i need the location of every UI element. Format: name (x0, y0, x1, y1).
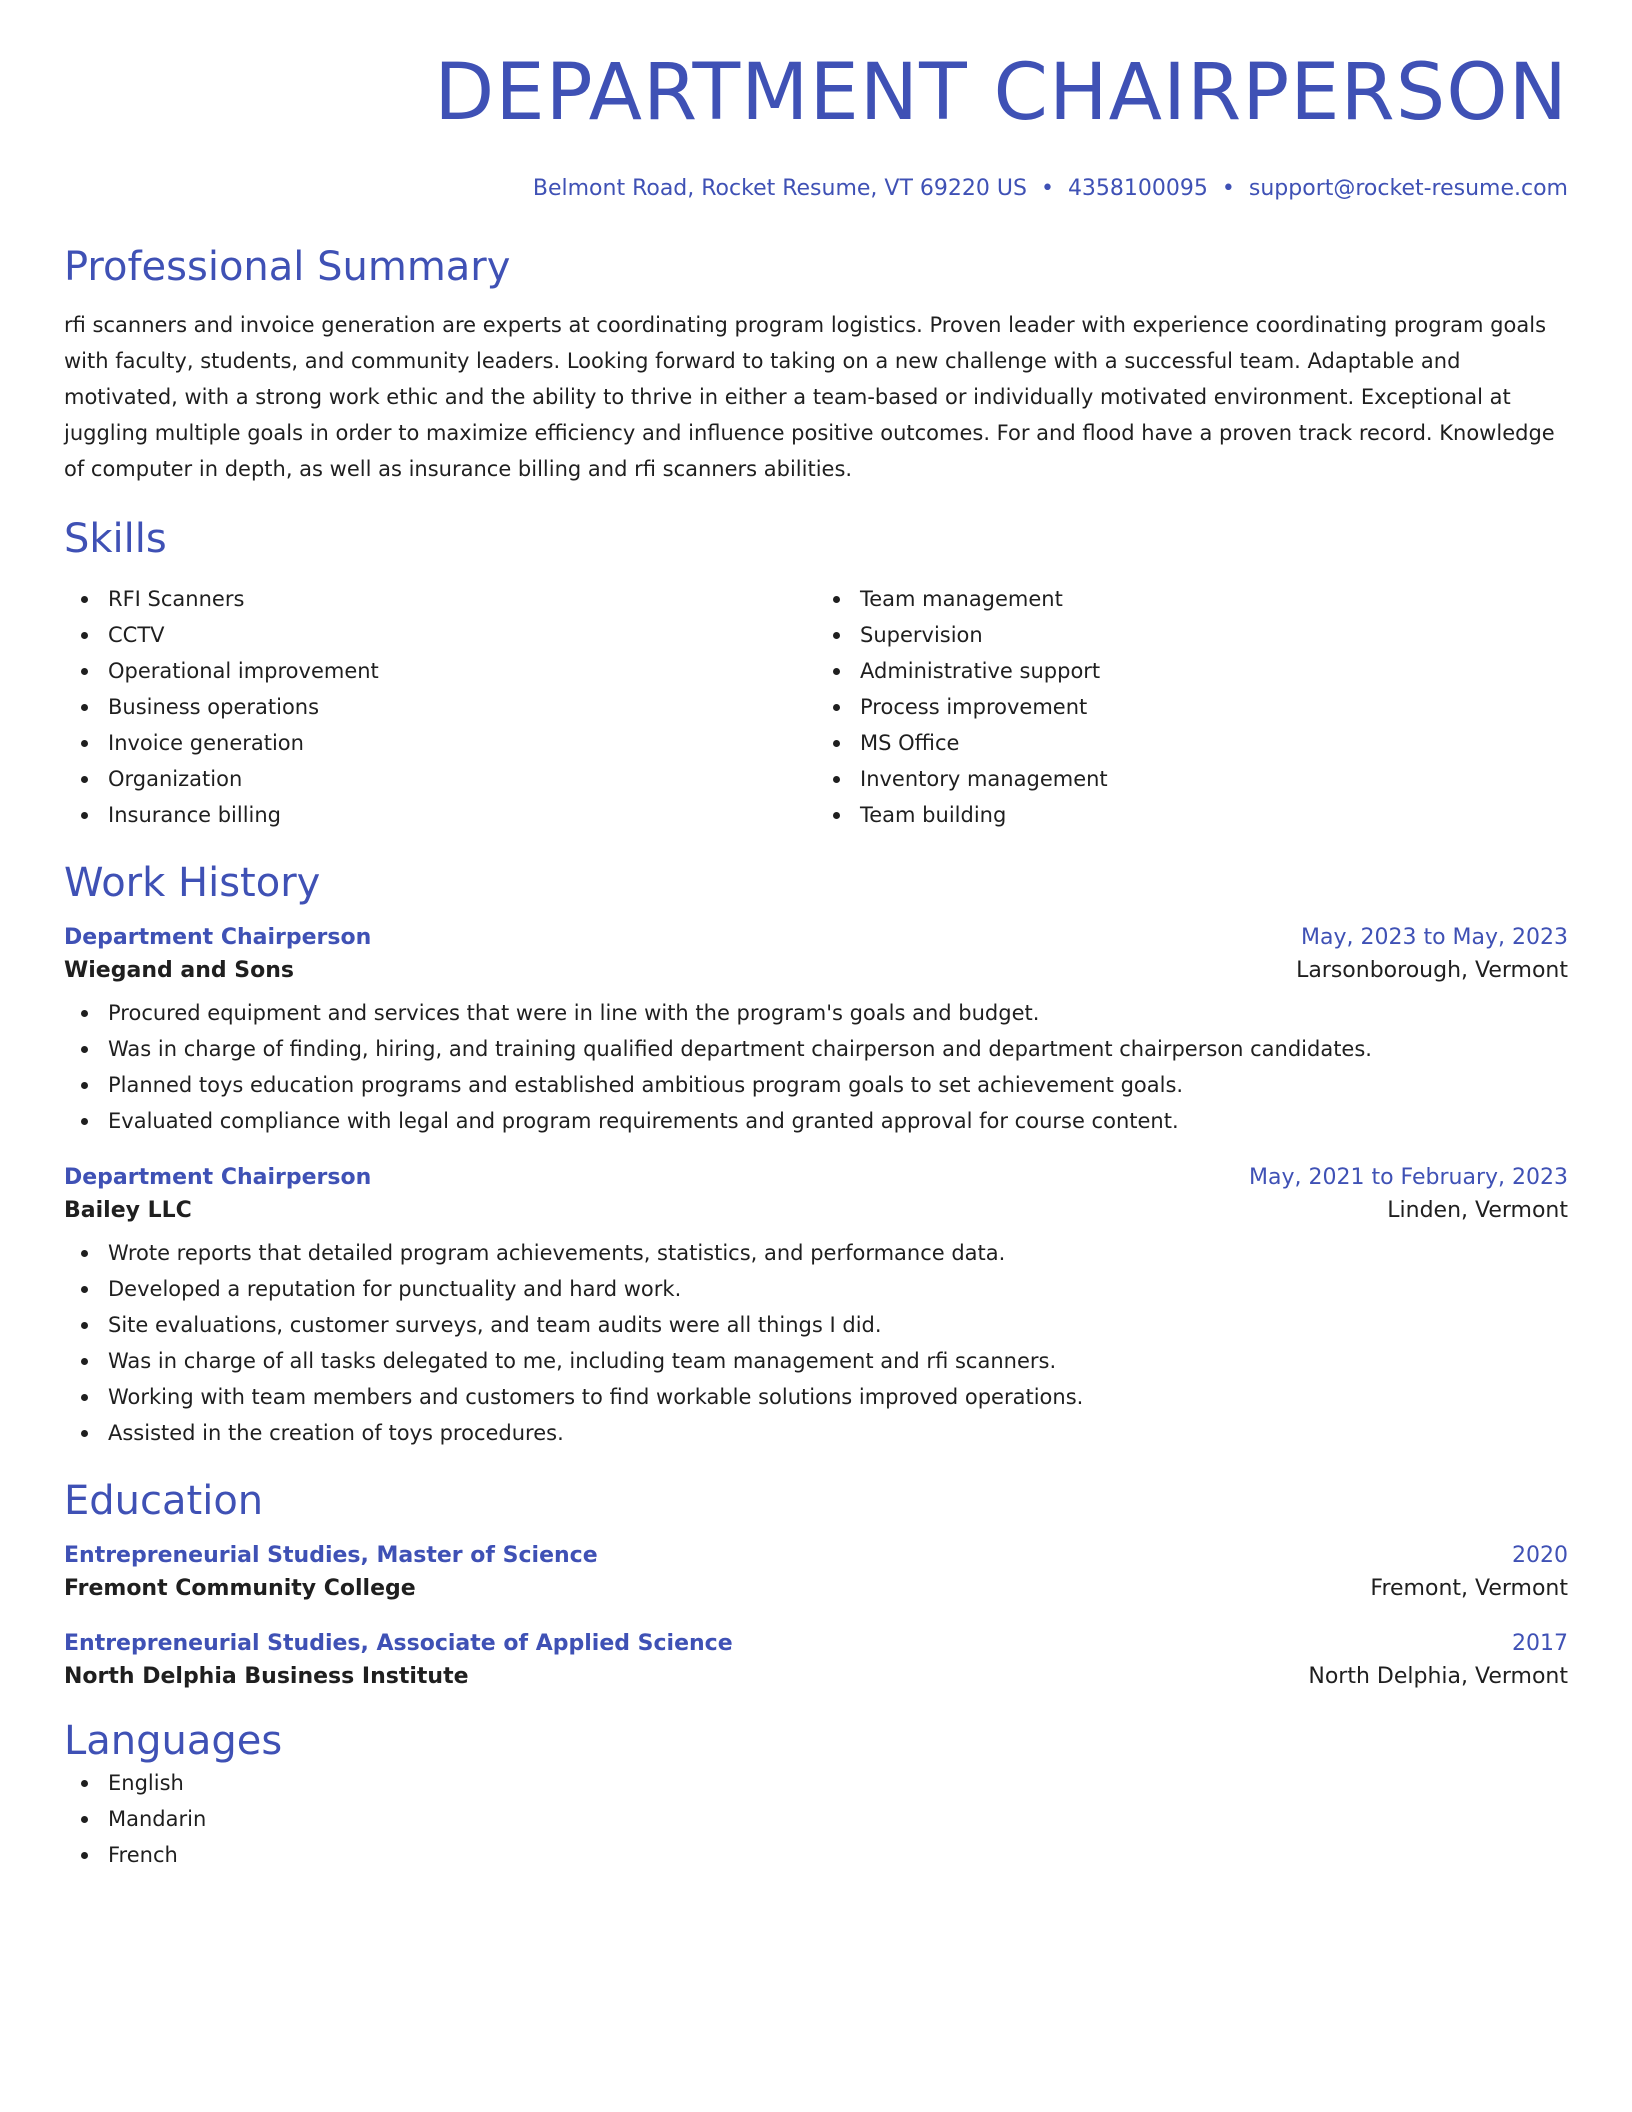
job-title: Department Chairperson (64, 1165, 372, 1190)
job-bullet: Was in charge of all tasks delegated to me, including team management and rfi scanners. (64, 1343, 1568, 1379)
education-entry (64, 1543, 1568, 1601)
company-name: Wiegand and Sons (64, 958, 295, 983)
school-location: Fremont, Vermont (1370, 1576, 1568, 1601)
skill-item: Team building (816, 797, 1568, 833)
languages-list (64, 1765, 1568, 1873)
school-name: Fremont Community College (64, 1576, 416, 1601)
skills-column-right (816, 581, 1568, 833)
language-item: English (64, 1765, 1568, 1801)
section-title-skills: Skills (64, 516, 167, 562)
skill-item: Team management (816, 581, 1568, 617)
skill-item: MS Office (816, 725, 1568, 761)
skill-item: Inventory management (816, 761, 1568, 797)
job-dates: May, 2021 to February, 2023 (1249, 1165, 1568, 1190)
job-bullet: Developed a reputation for punctuality and hard work. (64, 1271, 1568, 1307)
job-bullets (64, 1235, 1568, 1451)
degree: Entrepreneurial Studies, Master of Science (64, 1543, 598, 1568)
section-title-languages: Languages (64, 1718, 283, 1764)
company-name: Bailey LLC (64, 1198, 192, 1223)
job-location: Larsonborough, Vermont (1296, 958, 1568, 983)
contact-separator: • (1221, 176, 1235, 201)
job-bullet: Assisted in the creation of toys procedures. (64, 1415, 1568, 1451)
skill-item: Organization (64, 761, 816, 797)
skill-item: RFI Scanners (64, 581, 816, 617)
contact-separator: • (1040, 176, 1054, 201)
skill-item: Insurance billing (64, 797, 816, 833)
job-bullet: Planned toys education programs and established ambitious program goals to set achievement goals. (64, 1067, 1568, 1103)
section-title-summary: Professional Summary (64, 244, 511, 290)
education-entry (64, 1631, 1568, 1689)
school-location: North Delphia, Vermont (1308, 1664, 1568, 1689)
skill-item: Administrative support (816, 653, 1568, 689)
graduation-year: 2020 (1512, 1543, 1568, 1568)
job-bullet: Working with team members and customers to find workable solutions improved operations. (64, 1379, 1568, 1415)
school-name: North Delphia Business Institute (64, 1664, 469, 1689)
skill-item: Business operations (64, 689, 816, 725)
section-title-work-history: Work History (64, 860, 321, 906)
job-title: Department Chairperson (64, 925, 372, 950)
resume-header (64, 0, 1568, 201)
job-bullet: Wrote reports that detailed program achievements, statistics, and performance data. (64, 1235, 1568, 1271)
job-location: Linden, Vermont (1387, 1198, 1568, 1223)
job-bullet: Procured equipment and services that were in line with the program's goals and budget. (64, 995, 1568, 1031)
summary-text: rfi scanners and invoice generation are experts at coordinating program logistics. Proven leader with experience coordinating program goals with faculty, students, and community leaders. Looking forward to taking on a new challenge with a successful team. Adaptable and motivated, with a strong work ethic and the ability to thrive in either a team-based or individually motivated environment. Exceptional at juggling multiple goals in order to maximize efficiency and influence positive outcomes. For and flood have a proven track record. Knowledge of computer in depth, as well as insurance billing and rfi scanners abilities. (64, 313, 1555, 481)
skill-item: Invoice generation (64, 725, 816, 761)
skill-item: CCTV (64, 617, 816, 653)
section-title-education: Education (64, 1478, 264, 1524)
job-bullet: Site evaluations, customer surveys, and team audits were all things I did. (64, 1307, 1568, 1343)
skill-item: Operational improvement (64, 653, 816, 689)
job-bullet: Was in charge of finding, hiring, and training qualified department chairperson and department chairperson candidates. (64, 1031, 1568, 1067)
phone: 4358100095 (1067, 176, 1208, 201)
job-bullet: Evaluated compliance with legal and program requirements and granted approval for course content. (64, 1103, 1568, 1139)
language-item: French (64, 1837, 1568, 1873)
skills-column-left (64, 581, 816, 833)
graduation-year: 2017 (1512, 1631, 1568, 1656)
contact-line (64, 176, 1568, 201)
degree: Entrepreneurial Studies, Associate of Applied Science (64, 1631, 733, 1656)
skills-grid (64, 581, 1568, 833)
job-entry (64, 1165, 1568, 1451)
skill-item: Supervision (816, 617, 1568, 653)
job-entry (64, 925, 1568, 1139)
job-dates: May, 2023 to May, 2023 (1301, 925, 1568, 950)
skill-item: Process improvement (816, 689, 1568, 725)
job-bullets (64, 995, 1568, 1139)
address: Belmont Road, Rocket Resume, VT 69220 US (532, 176, 1027, 201)
email-link[interactable]: support@rocket-resume.com (1248, 176, 1568, 201)
language-item: Mandarin (64, 1801, 1568, 1837)
candidate-name: DEPARTMENT CHAIRPERSON (434, 48, 1568, 138)
